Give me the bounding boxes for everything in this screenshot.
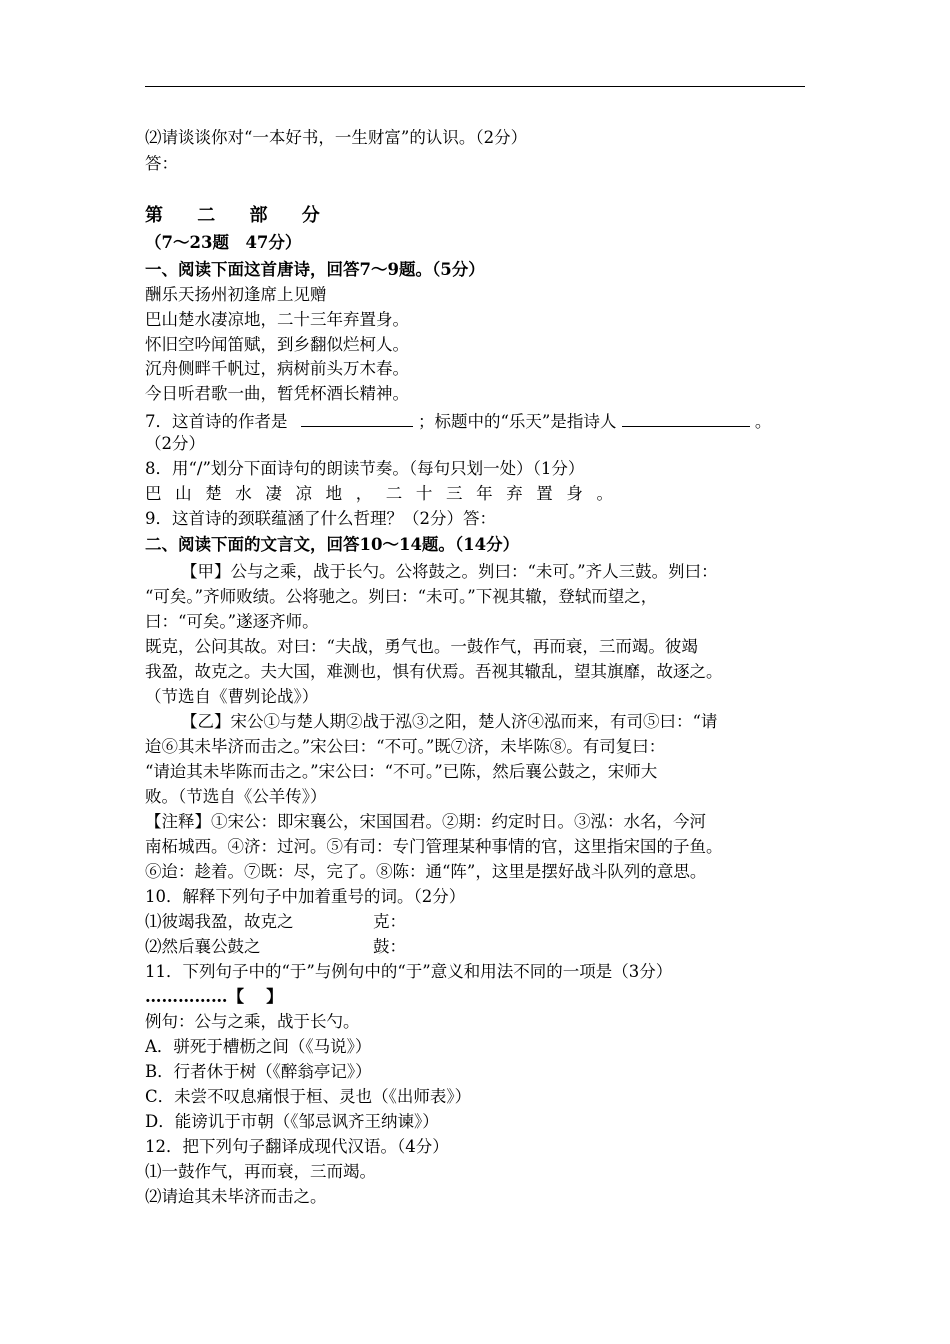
section-subtitle: （7～23题 47分） [145,233,302,252]
question-12-item-1: ⑴一鼓作气，再而衰，三而竭。 [145,1162,376,1181]
passage-b-line-2: 迨⑥其未毕济而击之。”宋公曰：“不可。”既⑦济，未毕陈⑧。有司复曰： [145,737,666,756]
author-blank[interactable] [301,411,413,427]
poem-line-1: 巴山楚水凄凉地，二十三年弃置身。 [145,310,409,329]
question-10-item-1-answer: 克： [373,912,406,931]
passage-b-line-3: “请迨其未毕陈而击之。”宋公曰：“不可。”已陈，然后襄公鼓之，宋师大 [145,762,658,781]
question-12-item-2: ⑵请迨其未毕济而击之。 [145,1187,327,1206]
option-a: A．骈死于槽枥之间（《马说》） [145,1037,372,1056]
example-sentence: 例句：公与之乘，战于长勺。 [145,1012,360,1031]
poet-blank[interactable] [622,411,750,427]
question-7-text-b: ；标题中的“乐天”是指诗人 [418,412,617,431]
passage-a-source: （节选自《曹刿论战》） [145,687,319,706]
poem-title: 酬乐天扬州初逢席上见赠 [145,285,327,304]
passage-a-line-2: “可矣。”齐师败绩。公将驰之。刿曰：“未可。”下视其辙，登轼而望之， [145,587,658,606]
question-10-item-2-answer: 鼓： [373,937,406,956]
part-2-heading: 二、阅读下面的文言文，回答10～14题。（14分） [145,535,520,554]
question-12: 12．把下列句子翻译成现代汉语。（4分） [145,1137,449,1156]
option-d: D．能谤讥于市朝（《邹忌讽齐王纳谏》） [145,1112,439,1131]
answer-label: 答： [145,154,178,173]
rhythm-line: 巴山楚水凄凉地，二十三年弃置身。 [145,484,627,503]
passage-a-line-1: 【甲】公与之乘，战于长勺。公将鼓之。刿曰：“未可。”齐人三鼓。刿曰： [181,562,718,581]
passage-a-line-5: 我盈，故克之。夫大国，难测也，惧有伏焉。吾视其辙乱，望其旗靡，故逐之。 [145,662,723,681]
notes-line-2: 南柘城西。④济：过河。⑤有司：专门管理某种事情的官，这里指宋国的子鱼。 [145,837,723,856]
question-6-2: ⑵请谈谈你对“一本好书，一生财富”的认识。（2分） [145,128,528,147]
passage-b-source: 败。（节选自《公羊传》） [145,787,327,806]
question-7-text-c: 。 [754,412,772,431]
question-8: 8．用“/”划分下面诗句的朗读节奏。（每句只划一处）（1分） [145,459,585,478]
passage-b-line-1: 【乙】宋公①与楚人期②战于泓③之阳，楚人济④泓而来，有司⑤曰：“请 [181,712,718,731]
question-7-score: （2分） [145,434,205,453]
part-1-heading: 一、阅读下面这首唐诗，回答7～9题。（5分） [145,260,485,279]
notes-line-3: ⑥迨：趁着。⑦既：尽，完了。⑧陈：通“阵”，这里是摆好战斗队列的意思。 [145,862,707,881]
question-11: 11．下列句子中的“于”与例句中的“于”意义和用法不同的一项是（3分） [145,962,673,981]
poem-line-3: 沉舟侧畔千帆过，病树前头万木春。 [145,359,409,378]
question-10-item-1: ⑴彼竭我盈，故克之 [145,912,294,931]
section-title: 第 二 部 分 [145,205,334,226]
answer-bracket: ……………【 】 [145,987,283,1006]
question-10-item-2: ⑵然后襄公鼓之 [145,937,261,956]
header-rule [145,86,805,87]
question-9: 9．这首诗的颈联蕴涵了什么哲理？（2分）答： [145,509,496,528]
question-7 [145,411,771,431]
question-10: 10．解释下列句子中加着重号的词。（2分） [145,887,466,906]
poem-line-2: 怀旧空吟闻笛赋，到乡翻似烂柯人。 [145,335,409,354]
passage-a-line-3: 曰：“可矣。”遂逐齐师。 [145,612,319,631]
option-b: B．行者休于树（《醉翁亭记》） [145,1062,372,1081]
option-c: C．未尝不叹息痛恨于桓、灵也（《出师表》） [145,1087,472,1106]
notes-line-1: 【注释】①宋公：即宋襄公，宋国国君。②期：约定时日。③泓：水名，今河 [145,812,706,831]
poem-line-4: 今日听君歌一曲，暂凭杯酒长精神。 [145,384,409,403]
passage-a-line-4: 既克，公问其故。对曰：“夫战，勇气也。一鼓作气，再而衰，三而竭。彼竭 [145,637,698,656]
question-7-text-a: 7．这首诗的作者是 [145,412,288,431]
